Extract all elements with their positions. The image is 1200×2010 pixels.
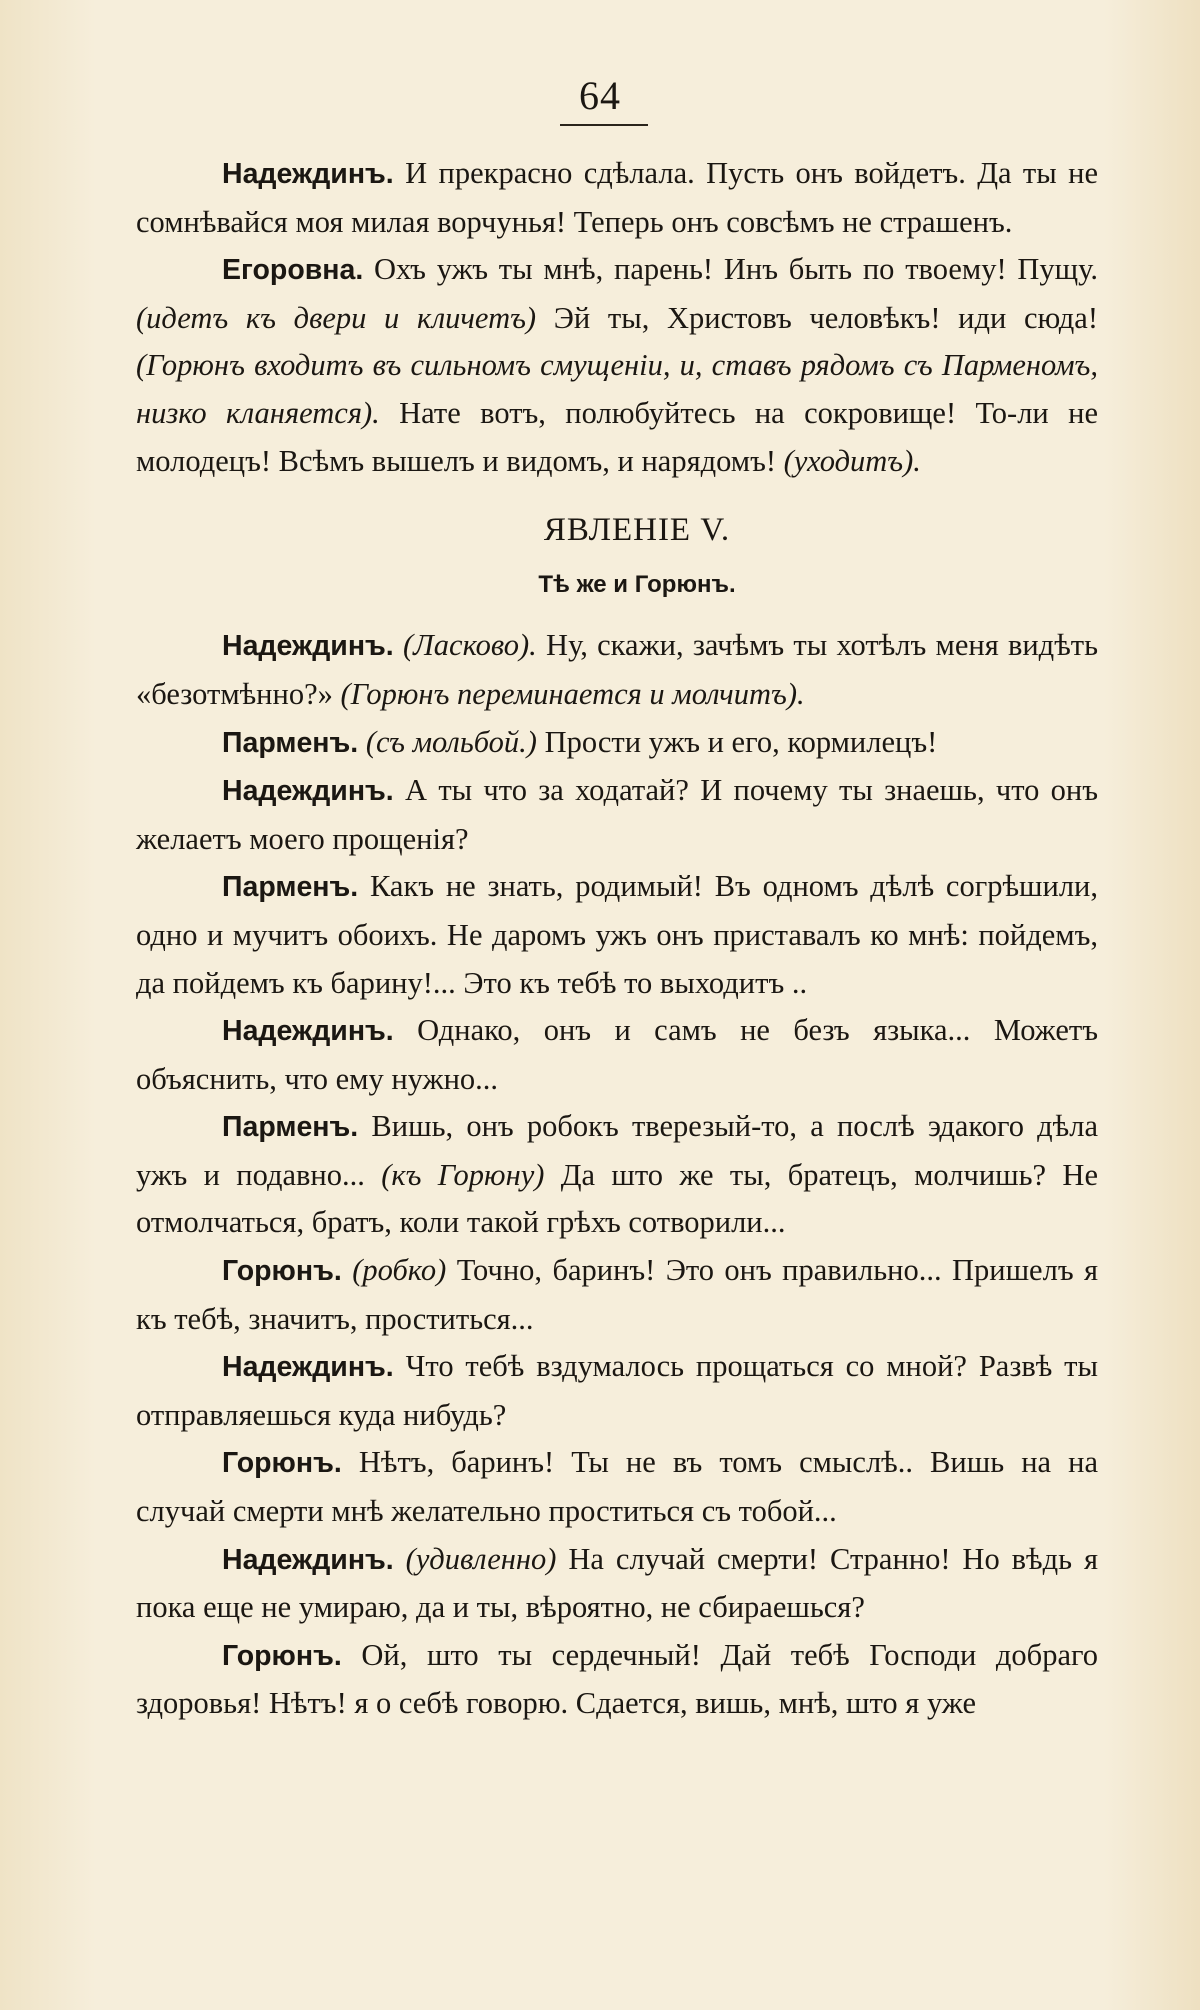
speech-text: А ты что за ходатай? И почему ты знаешь, что онъ желаетъ моего прощенія? bbox=[136, 773, 1098, 856]
page-number-rule bbox=[560, 124, 648, 126]
speech-text: Что тебѣ вздумалось прощаться со мной? Развѣ ты отправляешься куда нибудь? bbox=[136, 1349, 1098, 1432]
speech-text: Охъ ужъ ты мнѣ, парень! Инъ быть по твоему! Пущу. bbox=[363, 252, 1098, 287]
stage-direction: (къ Горюну) bbox=[381, 1157, 545, 1192]
stage-direction: (Горюнъ входитъ въ сильномъ смущеніи, и, ставъ рядомъ съ Парменомъ, низко кланяется). bbox=[136, 348, 1098, 430]
speech-text: Нѣтъ, баринъ! Ты не въ томъ смыслѣ.. Вишь на на случай смерти мнѣ желательно проститься съ тобой... bbox=[136, 1445, 1098, 1529]
speech-nadezhdin-6 bbox=[136, 1536, 1098, 1632]
speech-nadezhdin-3 bbox=[136, 767, 1098, 863]
speaker-name: Горюнъ. bbox=[222, 1447, 342, 1480]
speaker-name: Горюнъ. bbox=[222, 1255, 342, 1288]
speech-parmen-2 bbox=[136, 863, 1098, 1007]
stage-direction: (робко) bbox=[341, 1253, 447, 1288]
stage-direction: (удивленно) bbox=[393, 1541, 557, 1576]
speech-goryun-2 bbox=[136, 1439, 1098, 1535]
speaker-name: Горюнъ. bbox=[222, 1639, 342, 1672]
stage-direction: (съ мольбой.) bbox=[358, 724, 537, 759]
speech-nadezhdin-4 bbox=[136, 1007, 1098, 1103]
speaker-name: Егоровна. bbox=[222, 254, 364, 287]
speaker-name: Надеждинъ. bbox=[222, 630, 394, 663]
speech-goryun-1 bbox=[136, 1247, 1098, 1343]
speech-text: Прости ужъ и его, кормилецъ! bbox=[536, 724, 938, 759]
page-number: 64 bbox=[579, 73, 621, 118]
speaker-name: Надеждинъ. bbox=[222, 775, 394, 808]
stage-direction: (идетъ къ двери и кличетъ) bbox=[136, 300, 537, 335]
speaker-name: Надеждинъ. bbox=[222, 1351, 394, 1384]
speaker-name: Парменъ. bbox=[222, 871, 359, 904]
speaker-name: Парменъ. bbox=[222, 726, 359, 759]
speech-egorovna bbox=[136, 246, 1098, 485]
speech-text: Эй ты, Христовъ человѣкъ! иди сюда! bbox=[536, 300, 1098, 335]
speech-parmen-3 bbox=[136, 1103, 1098, 1247]
play-text bbox=[136, 150, 1098, 1728]
speech-text: И прекрасно сдѣлала. Пусть онъ войдетъ. Да ты не сомнѣвайся моя милая ворчунья! Теперь онъ совсѣмъ не страшенъ. bbox=[136, 156, 1098, 239]
speech-nadezhdin-1 bbox=[136, 150, 1098, 246]
speech-text: Ой, што ты сердечный! Дай тебѣ Господи добраго здоровья! Нѣтъ! я о себѣ говорю. Сдается, вишь, мнѣ, што я уже bbox=[136, 1637, 1098, 1721]
stage-direction: (Горюнъ переминается и молчитъ). bbox=[340, 676, 805, 711]
speech-parmen-1 bbox=[136, 719, 1098, 768]
speech-nadezhdin-2 bbox=[136, 622, 1098, 718]
speech-goryun-3 bbox=[136, 1632, 1098, 1728]
speech-text: Вишь, онъ робокъ тверезый-то, а послѣ эдакого дѣла ужъ и подавно... bbox=[136, 1109, 1098, 1192]
speech-nadezhdin-5 bbox=[136, 1343, 1098, 1439]
speech-text: Да што же ты, братецъ, молчишь? Не отмолчаться, братъ, коли такой грѣхъ сотворили... bbox=[136, 1157, 1098, 1240]
speaker-name: Надеждинъ. bbox=[222, 1015, 394, 1048]
speech-text: Нате вотъ, полюбуйтесь на сокровище! То-ли не молодецъ! Всѣмъ вышелъ и видомъ, и нарядомъ! bbox=[136, 395, 1098, 478]
stage-direction: (уходитъ). bbox=[783, 443, 921, 478]
speech-text: Ну, скажи, зачѣмъ ты хотѣлъ меня видѣть «безотмѣнно?» bbox=[136, 628, 1098, 711]
speaker-name: Надеждинъ. bbox=[222, 158, 394, 190]
speaker-name: Парменъ. bbox=[222, 1111, 359, 1144]
speech-text: Какъ не знать, родимый! Въ одномъ дѣлѣ согрѣшили, одно и мучитъ обоихъ. Не даромъ ужъ онъ приставалъ ко мнѣ: пойдемъ, да пойдемъ къ барину!... Это къ тебѣ то выходитъ .. bbox=[136, 869, 1098, 1000]
scene-title: ЯВЛЕНІЕ V. bbox=[543, 512, 731, 549]
speech-text: Точно, баринъ! Это онъ правильно... Пришелъ я къ тебѣ, значитъ, проститься... bbox=[136, 1253, 1099, 1336]
speech-text: На случай смерти! Странно! Но вѣдь я пока еще не умираю, да и ты, вѣроятно, не сбираешься? bbox=[136, 1541, 1098, 1625]
speech-text: Однако, онъ и самъ не безъ языка... Можетъ объяснить, что ему нужно... bbox=[136, 1013, 1098, 1096]
stage-direction: (Ласково). bbox=[393, 628, 537, 663]
scene-cast: Тѣ же и Горюнъ. bbox=[538, 570, 736, 598]
speaker-name: Надеждинъ. bbox=[222, 1543, 394, 1576]
